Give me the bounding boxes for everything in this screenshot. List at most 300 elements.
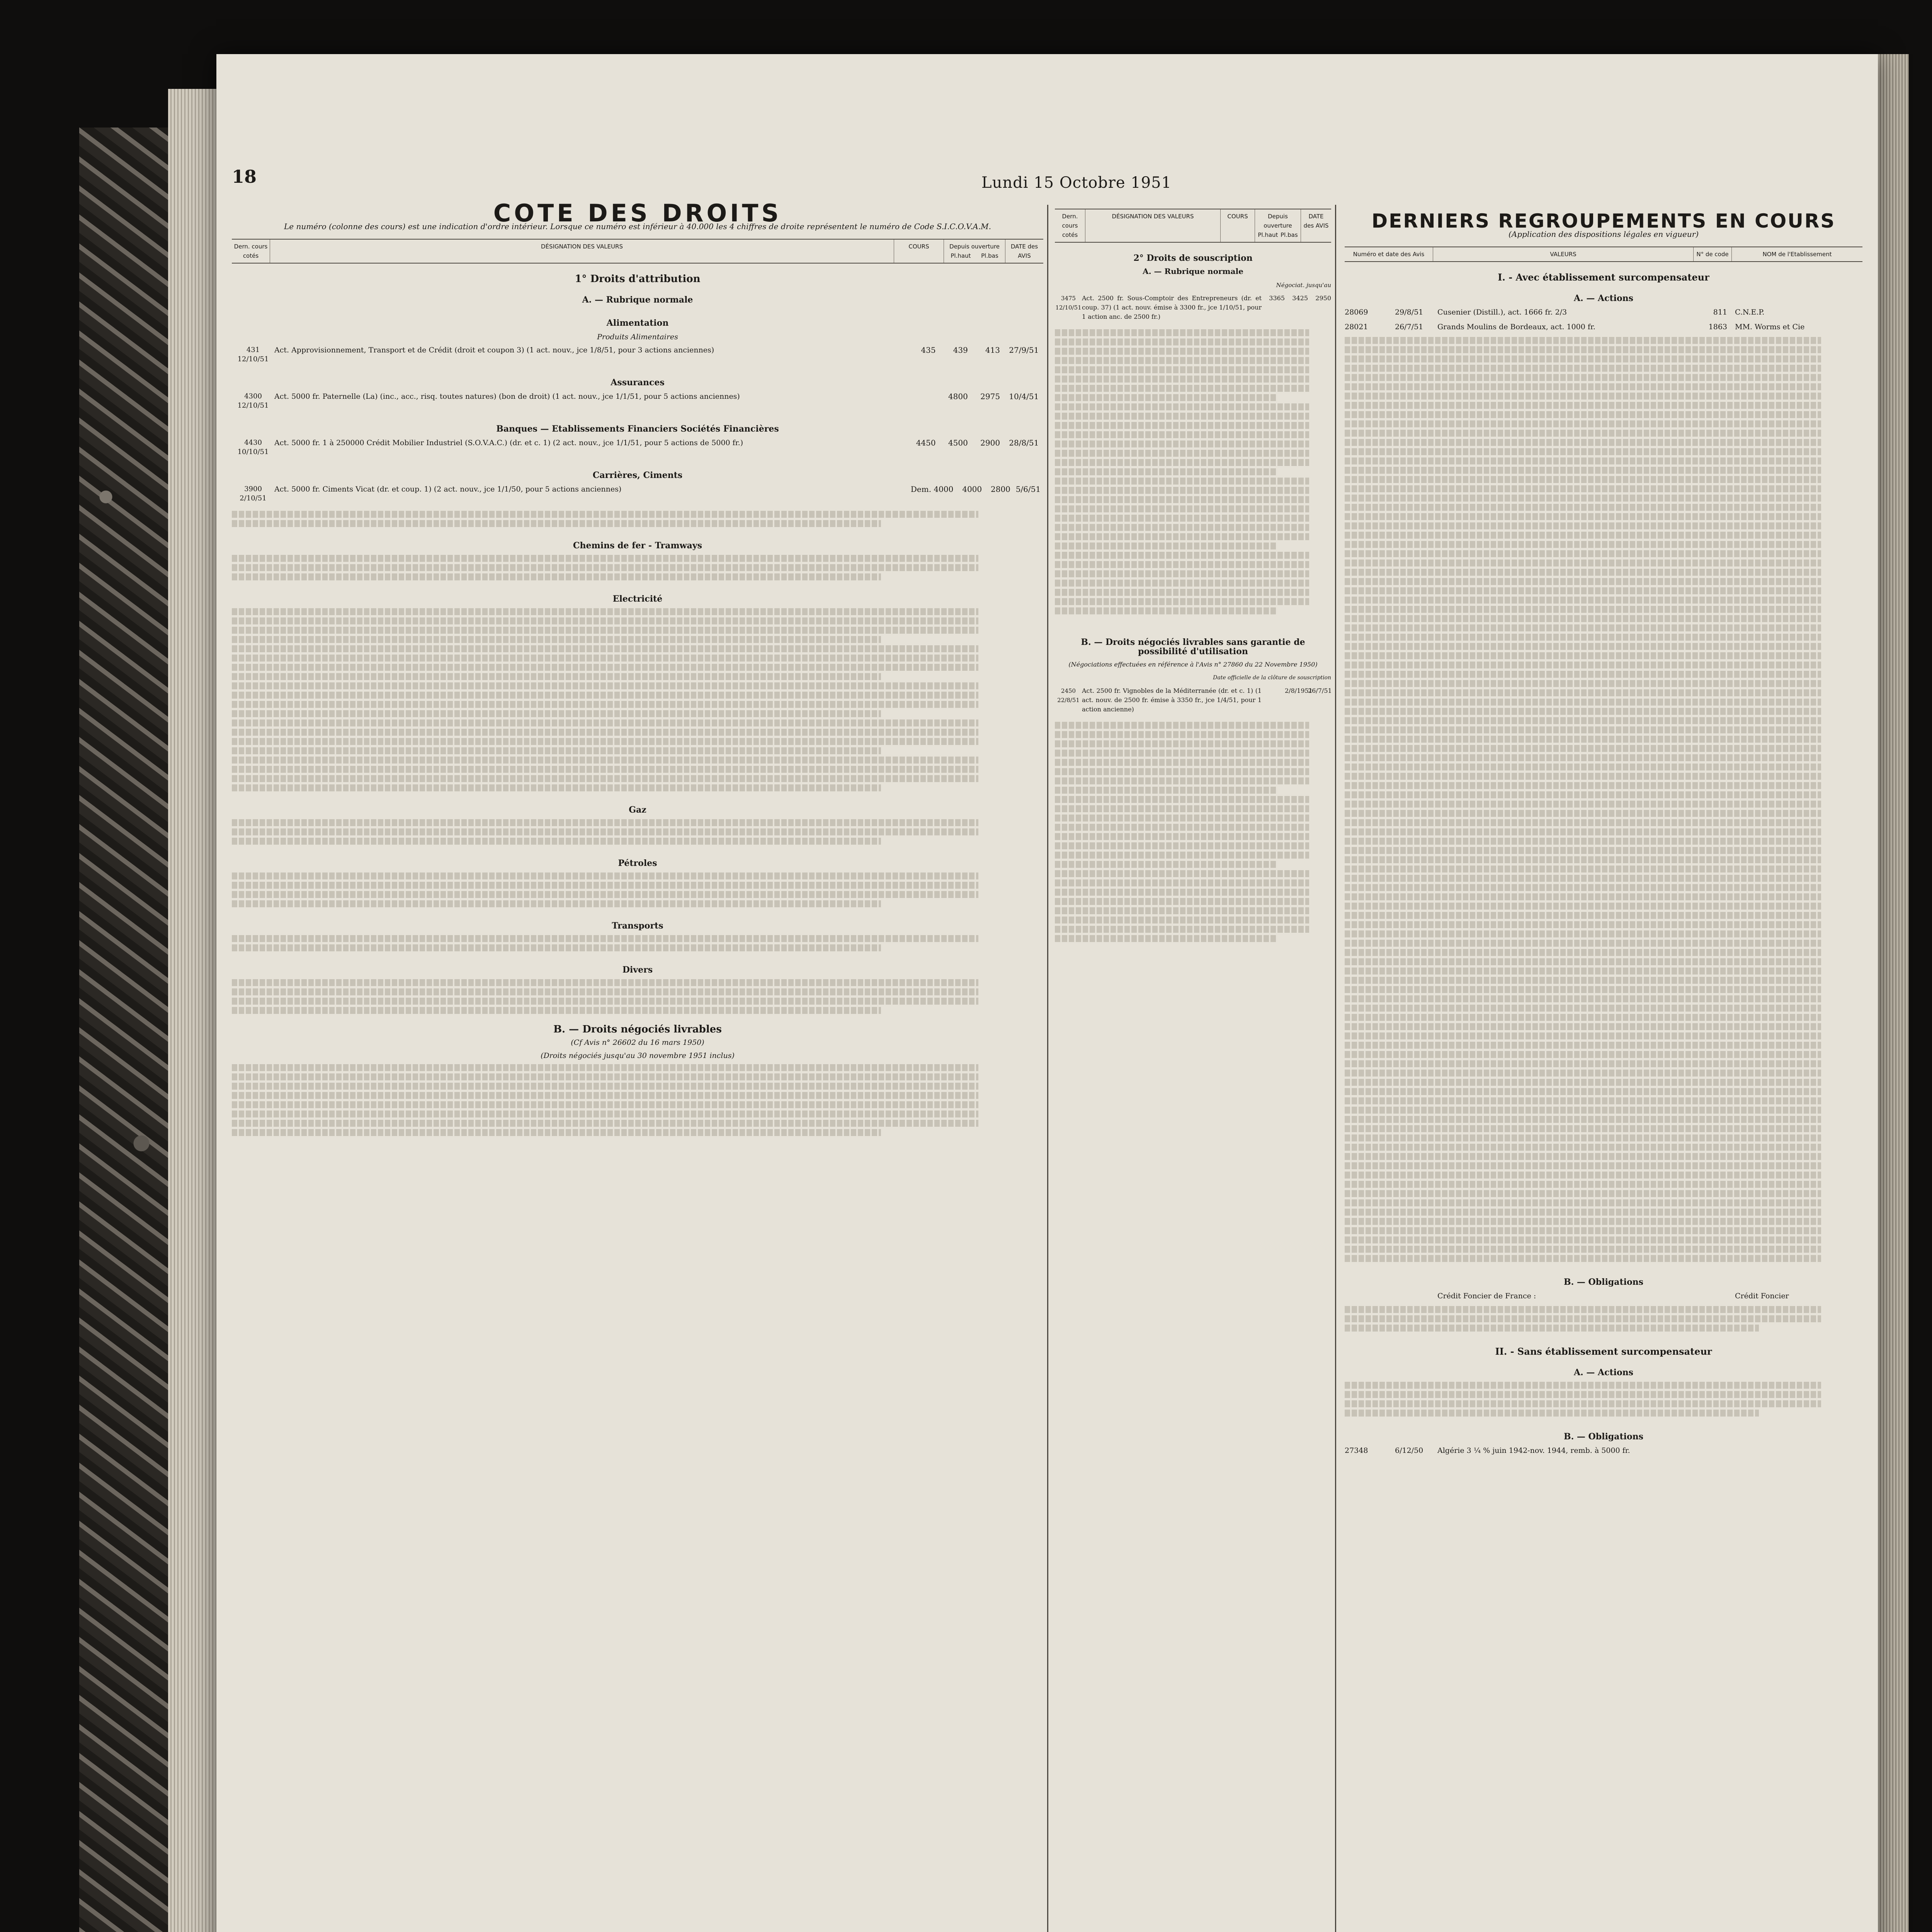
text-line <box>232 1073 978 1080</box>
text-line <box>1345 569 1821 576</box>
text-line <box>1345 782 1821 789</box>
text-line <box>1345 1060 1821 1067</box>
text-line <box>232 1083 978 1090</box>
text-line <box>1345 504 1821 511</box>
text-line <box>1345 736 1821 743</box>
col-date: DATE des AVIS <box>1303 213 1329 229</box>
row-haut: 4500 <box>948 438 968 447</box>
text-line <box>1345 532 1821 539</box>
text-line <box>1345 467 1821 474</box>
cote-table-header <box>232 239 1043 264</box>
text-line <box>1055 805 1309 812</box>
regroupements-column <box>1345 210 1862 1461</box>
row-cours: 4450 <box>916 438 936 447</box>
text-line <box>232 511 978 518</box>
category-heading: Divers <box>622 965 653 975</box>
text-line <box>1345 355 1821 362</box>
text-line <box>1345 1209 1821 1216</box>
souscription-table-header <box>1055 209 1331 243</box>
text-line <box>1345 856 1821 863</box>
text-line <box>1345 374 1821 381</box>
souscription-column <box>1055 209 1331 944</box>
text-line <box>1345 764 1821 770</box>
text-line <box>1345 634 1821 641</box>
row-date: 431 12/10/51 <box>237 346 269 363</box>
text-line <box>1345 1079 1821 1086</box>
text-line <box>232 710 881 717</box>
text-line <box>1345 1400 1821 1407</box>
section-heading: 1° Droits d'attribution <box>575 273 701 285</box>
table-row <box>1055 294 1331 321</box>
text-line <box>232 645 978 652</box>
text-line <box>1345 337 1821 344</box>
col-depuis <box>1255 209 1301 242</box>
text-line <box>1055 431 1309 438</box>
section-heading: I. - Avec établissement surcompensateur <box>1498 272 1709 283</box>
text-line <box>232 719 978 726</box>
text-line <box>232 988 978 995</box>
row-code <box>1692 1291 1727 1301</box>
text-line <box>1055 777 1309 784</box>
section-b-note: (Négociations effectuées en référence à l'Avis n° 27860 du 22 Novembre 1950) <box>1068 661 1318 668</box>
text-line <box>232 891 978 898</box>
section-b-heading: B. — Droits négociés livrables sans garantie de possibilité d'utilisation <box>1081 637 1305 656</box>
page-stack <box>168 89 222 1932</box>
text-line <box>232 747 881 754</box>
col-plbas: Pl.bas <box>981 252 998 259</box>
text-line <box>1055 889 1309 896</box>
text-line <box>1345 977 1821 984</box>
text-line <box>1345 893 1821 900</box>
text-line <box>1345 930 1821 937</box>
text-line <box>1345 819 1821 826</box>
text-line <box>232 998 978 1005</box>
category-heading: Transports <box>612 921 663 931</box>
text-line <box>1055 842 1309 849</box>
text-line <box>1345 726 1821 733</box>
text-line <box>232 692 978 699</box>
category-heading: Assurances <box>611 378 665 388</box>
text-line <box>232 573 881 580</box>
text-line <box>232 944 881 951</box>
text-line <box>1345 1306 1821 1313</box>
text-line <box>232 1111 978 1117</box>
text-line <box>1055 815 1309 821</box>
row-bas: 2800 <box>991 485 1010 494</box>
page-edge <box>1878 54 1909 1932</box>
text-line <box>1345 949 1821 956</box>
text-line <box>1055 440 1309 447</box>
text-line <box>1055 861 1276 868</box>
text-line <box>232 608 978 615</box>
text-line <box>1055 768 1309 775</box>
text-line <box>1345 1236 1821 1243</box>
text-line <box>1055 722 1309 729</box>
col-plbas: Pl.bas <box>1281 231 1298 238</box>
text-line <box>1055 935 1276 942</box>
text-line <box>232 784 881 791</box>
text-line <box>1345 1023 1821 1030</box>
text-line <box>1345 828 1821 835</box>
text-line <box>1345 995 1821 1002</box>
text-line <box>232 1120 978 1127</box>
text-line <box>1345 1070 1821 1077</box>
text-line <box>1345 606 1821 613</box>
col-dern: Dern. cours cotés <box>232 240 270 263</box>
text-line <box>232 664 978 671</box>
row-bas: 2950 <box>1315 294 1331 302</box>
side-label: Négociat. jusqu'au <box>1276 282 1331 289</box>
row-designation: Act. Approvisionnement, Transport et de Crédit (droit et coupon 3) (1 act. nouv., jce 1/8/51, pour 3 actions anciennes) <box>274 346 714 354</box>
row-cloture: 2/8/1951 <box>1285 687 1313 694</box>
text-line <box>1055 450 1309 457</box>
text-line <box>1055 487 1309 494</box>
text-line <box>1345 365 1821 372</box>
text-line <box>1055 403 1309 410</box>
text-line <box>1345 652 1821 659</box>
text-line <box>1345 1190 1821 1197</box>
col-plhaut: Pl.haut <box>951 252 971 259</box>
page-number: 18 <box>232 166 257 187</box>
text-line <box>1345 1153 1821 1160</box>
row-numero <box>1345 1291 1395 1301</box>
text-line <box>1345 513 1821 520</box>
col-plhaut: Pl.haut <box>1258 231 1278 238</box>
text-line <box>1345 578 1821 585</box>
text-line <box>1055 598 1309 605</box>
row-date <box>1395 1291 1437 1301</box>
text-line <box>1055 413 1309 420</box>
table-row <box>1345 308 1862 317</box>
row-cours: 3365 <box>1269 294 1285 302</box>
text-line <box>1055 898 1309 905</box>
text-line <box>1345 420 1821 427</box>
table-row <box>232 438 1043 457</box>
text-line <box>1055 870 1309 877</box>
category-heading: Pétroles <box>618 858 657 868</box>
text-line <box>1055 468 1276 475</box>
row-date: 3900 2/10/51 <box>240 485 267 502</box>
row-avis: 26/7/51 <box>1308 687 1332 694</box>
table-row <box>1345 1291 1862 1301</box>
text-line <box>1055 879 1309 886</box>
text-line <box>1055 796 1309 803</box>
row-date: 26/7/51 <box>1395 323 1423 331</box>
text-line <box>1055 533 1309 540</box>
text-line <box>1055 515 1309 522</box>
text-line <box>1345 708 1821 715</box>
row-valeur: Grands Moulins de Bordeaux, act. 1000 fr. <box>1437 323 1595 331</box>
table-row <box>232 392 1043 410</box>
row-code: 1863 <box>1708 323 1727 331</box>
subcategory-heading: Produits Alimentaires <box>597 333 678 341</box>
row-etablissement: Crédit Foncier <box>1735 1292 1789 1300</box>
text-line <box>1345 402 1821 409</box>
text-line <box>1055 543 1276 549</box>
row-valeur: Cusenier (Distill.), act. 1666 fr. 2/3 <box>1437 308 1567 316</box>
row-date: 3475 12/10/51 <box>1055 295 1082 311</box>
text-line <box>1055 852 1309 859</box>
text-line <box>1345 680 1821 687</box>
text-line <box>1345 699 1821 706</box>
col-nom: NOM de l'Etablissement <box>1762 251 1832 258</box>
text-line <box>1345 615 1821 622</box>
table-row <box>1345 322 1862 332</box>
text-line <box>1345 541 1821 548</box>
text-line <box>1345 1391 1821 1398</box>
text-line <box>1055 759 1309 766</box>
text-line <box>232 766 978 773</box>
text-line <box>1345 439 1821 446</box>
subsection-heading: A. — Actions <box>1573 293 1634 303</box>
text-line <box>1345 1162 1821 1169</box>
text-line <box>1345 847 1821 854</box>
column-rule-1 <box>1047 205 1048 1932</box>
section-b-note: (Droits négociés jusqu'au 30 novembre 1951 inclus) <box>541 1051 735 1060</box>
text-line <box>232 900 881 907</box>
regroupements-title: DERNIERS REGROUPEMENTS EN COURS <box>1371 210 1836 232</box>
row-avis: 5/6/51 <box>1015 485 1041 494</box>
row-haut: 439 <box>953 345 968 355</box>
text-line <box>232 555 978 562</box>
text-line <box>1345 476 1821 483</box>
row-valeur: Algérie 3 ¼ % juin 1942-nov. 1944, remb. à 5000 fr. <box>1437 1446 1630 1455</box>
text-line <box>1055 496 1309 503</box>
text-line <box>232 1064 978 1071</box>
text-line <box>1345 912 1821 919</box>
text-line <box>232 564 978 571</box>
text-line <box>1055 552 1309 559</box>
category-heading: Carrières, Ciments <box>592 470 683 480</box>
row-numero: 28069 <box>1345 308 1368 316</box>
text-line <box>232 828 978 835</box>
text-line <box>1345 457 1821 464</box>
text-line <box>232 1101 978 1108</box>
text-line <box>1345 1227 1821 1234</box>
section-b-reference: (Cf Avis n° 26602 du 16 mars 1950) <box>571 1038 704 1047</box>
text-line <box>1055 580 1309 587</box>
row-date: 4300 12/10/51 <box>237 392 269 410</box>
row-date: 4430 10/10/51 <box>237 439 269 456</box>
text-line <box>1055 366 1309 373</box>
category-heading: Gaz <box>629 805 646 815</box>
text-line <box>1345 1382 1821 1389</box>
text-line <box>1345 1051 1821 1058</box>
row-etablissement: C.N.E.P. <box>1735 308 1765 316</box>
text-line <box>1345 393 1821 400</box>
text-line <box>1345 1315 1821 1322</box>
text-line <box>1345 884 1821 891</box>
text-line <box>1345 875 1821 882</box>
row-haut: 3425 <box>1292 294 1308 302</box>
text-line <box>1055 329 1309 336</box>
text-line <box>232 757 978 764</box>
text-line <box>1055 917 1309 923</box>
text-line <box>232 979 978 986</box>
subsection-heading: B. — Obligations <box>1563 1432 1644 1442</box>
text-line <box>1345 903 1821 910</box>
row-designation: Act. 2500 fr. Vignobles de la Méditerranée (dr. et c. 1) (1 act. nouv. de 2500 fr. émise à 3350 fr., jce 1/4/51, pour 1 action ancienne) <box>1082 687 1262 713</box>
text-line <box>232 1092 978 1099</box>
text-line <box>1345 1134 1821 1141</box>
text-line <box>232 682 978 689</box>
text-line <box>1055 338 1309 345</box>
text-line <box>1055 833 1309 840</box>
section-heading: 2° Droits de souscription <box>1133 253 1253 263</box>
col-depuis-label: Depuis ouverture <box>949 243 1000 250</box>
text-line <box>1345 550 1821 557</box>
col-designation: DÉSIGNATION DES VALEURS <box>270 240 894 263</box>
text-line <box>1345 986 1821 993</box>
text-line <box>1055 570 1309 577</box>
text-line <box>1345 1032 1821 1039</box>
text-line <box>1345 689 1821 696</box>
row-bas: 2975 <box>980 392 1000 401</box>
col-dern: Dern. cours cotés <box>1055 209 1085 242</box>
text-line <box>1345 801 1821 808</box>
text-line <box>1345 1246 1821 1253</box>
text-line <box>1055 824 1309 831</box>
text-line <box>232 520 881 527</box>
text-line <box>1345 773 1821 780</box>
text-line <box>1345 448 1821 455</box>
col-date-label: Date officielle de la clôture de souscription <box>1213 675 1331 681</box>
text-line <box>1345 430 1821 437</box>
text-line <box>1345 940 1821 947</box>
text-line <box>1055 787 1276 794</box>
text-line <box>232 738 978 745</box>
text-line <box>1345 587 1821 594</box>
text-line <box>1345 1325 1759 1332</box>
cote-note: Le numéro (colonne des cours) est une indication d'ordre intérieur. Lorsque ce numéro est inférieur à 40.000 les 4 chiffres de droite représentent le numéro de Code S.I.C.O.V.A.M. <box>284 222 991 231</box>
category-heading: Banques — Etablissements Financiers Sociétés Financières <box>496 424 779 434</box>
text-line <box>1345 560 1821 566</box>
text-line <box>1345 754 1821 761</box>
text-line <box>1055 524 1309 531</box>
dateline: Lundi 15 Octobre 1951 <box>981 174 1172 192</box>
text-line <box>1345 1042 1821 1049</box>
text-line <box>232 819 978 826</box>
text-line <box>232 617 978 624</box>
row-valeur: Crédit Foncier de France : <box>1437 1292 1536 1300</box>
text-line <box>1345 597 1821 604</box>
text-line <box>1055 505 1309 512</box>
text-line <box>232 636 881 643</box>
text-line <box>1055 376 1309 383</box>
row-avis: 28/8/51 <box>1009 438 1039 447</box>
text-line <box>1345 624 1821 631</box>
text-line <box>1055 459 1309 466</box>
text-line <box>1345 1088 1821 1095</box>
text-line <box>1345 958 1821 965</box>
text-line <box>1345 1005 1821 1012</box>
col-depuis-label: Depuis ouverture <box>1264 213 1292 229</box>
row-code: 811 <box>1713 308 1727 316</box>
row-designation: Act. 2500 fr. Sous-Comptoir des Entrepreneurs (dr. et coup. 37) (1 act. nouv. émise à 3300 fr., jce 1/10/51, pour 1 action anc. de 2500 fr.) <box>1082 294 1262 320</box>
col-numero: Numéro et date des Avis <box>1345 247 1433 261</box>
text-line <box>1345 1410 1759 1417</box>
category-heading: Chemins de fer - Tramways <box>573 541 702 551</box>
text-line <box>1345 1172 1821 1179</box>
text-line <box>232 701 978 708</box>
row-haut: 4000 <box>962 485 982 494</box>
category-heading: Alimentation <box>606 318 669 328</box>
text-line <box>232 882 978 889</box>
text-line <box>1055 731 1309 738</box>
text-line <box>1345 717 1821 724</box>
subsection-heading: B. — Obligations <box>1563 1277 1644 1287</box>
row-cours <box>913 392 936 401</box>
category-heading: Electricité <box>612 594 663 604</box>
text-line <box>1055 394 1276 401</box>
text-line <box>1345 791 1821 798</box>
row-avis: 27/9/51 <box>1009 345 1039 355</box>
text-line <box>1055 478 1309 485</box>
text-line <box>1345 1181 1821 1188</box>
text-line <box>1345 1014 1821 1021</box>
regroupements-table-header <box>1345 247 1862 262</box>
row-etablissement: MM. Worms et Cie <box>1735 323 1805 331</box>
table-row <box>1345 1446 1862 1455</box>
text-line <box>232 775 978 782</box>
text-line <box>1055 740 1309 747</box>
regroupements-subtitle: (Application des dispositions légales en vigueur) <box>1508 230 1699 239</box>
rubrique-heading: A. — Rubrique normale <box>1143 267 1243 276</box>
text-line <box>1345 346 1821 353</box>
rubrique-heading: A. — Rubrique normale <box>582 295 693 305</box>
text-line <box>1345 810 1821 817</box>
newspaper-page <box>216 54 1878 1932</box>
col-code: N° de code <box>1694 247 1732 261</box>
text-line <box>232 729 978 736</box>
text-line <box>1345 1199 1821 1206</box>
cote-des-droits-column <box>232 199 1043 1138</box>
text-line <box>1345 838 1821 845</box>
col-date: DATE des AVIS <box>1010 243 1038 259</box>
row-bas: 413 <box>985 345 1000 355</box>
col-valeurs: VALEURS <box>1433 247 1694 261</box>
text-line <box>1345 1218 1821 1225</box>
row-cours <box>1262 686 1285 696</box>
col-cours: COURS <box>894 240 944 263</box>
row-cours: 435 <box>921 345 936 355</box>
text-line <box>1345 968 1821 975</box>
subsection-heading: A. — Actions <box>1573 1367 1634 1378</box>
text-line <box>1345 1116 1821 1123</box>
text-line <box>1055 589 1309 596</box>
text-line <box>1055 422 1309 429</box>
text-line <box>1345 671 1821 678</box>
section-heading: II. - Sans établissement surcompensateur <box>1495 1346 1712 1357</box>
text-line <box>232 673 881 680</box>
row-designation: Act. 5000 fr. Paternelle (La) (inc., acc., risq. toutes natures) (bon de droit) (1 act. nouv., jce 1/1/51, pour 5 actions anciennes) <box>274 392 740 401</box>
row-numero: 28021 <box>1345 323 1368 331</box>
book-binding <box>79 128 168 1932</box>
text-line <box>1055 348 1309 355</box>
row-designation: Act. 5000 fr. 1 à 250000 Crédit Mobilier Industriel (S.O.V.A.C.) (dr. et c. 1) (2 act. nouv., jce 1/1/51, pour 5 actions de 5000 fr.) <box>274 439 743 447</box>
cote-title: COTE DES DROITS <box>493 199 782 227</box>
text-line <box>1055 750 1309 757</box>
text-line <box>232 655 978 662</box>
text-line <box>1055 357 1309 364</box>
text-line <box>232 627 978 634</box>
text-line <box>1345 1125 1821 1132</box>
row-cours: Dem. 4000 <box>910 485 954 494</box>
text-line <box>1055 607 1276 614</box>
section-b-heading: B. — Droits négociés livrables <box>553 1024 722 1035</box>
text-line <box>1345 1097 1821 1104</box>
text-line <box>1345 485 1821 492</box>
